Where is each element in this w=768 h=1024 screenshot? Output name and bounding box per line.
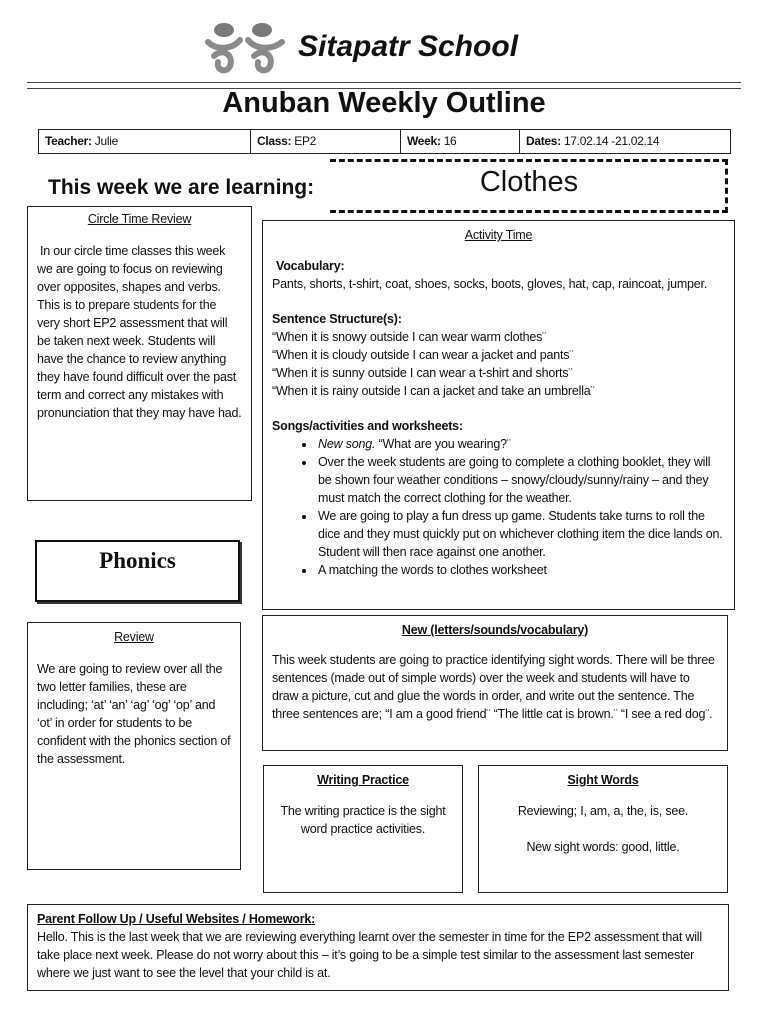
teacher-cell [39,130,251,153]
new-body: This week students are going to practice identifying sight words. There will be three sentences (made out of simple words) over the week and students will have to draw a picture, cut and glue the words in order, and write out the sentence. The three sentences are; “I am a good friend¨ “The little cat is brown.¨ “I see a red dog¨. [272,653,715,721]
parent-body: Hello. This is the last week that we are reviewing everything learnt over the semester in time for the EP2 assessment that will take place next week. Please do not worry about this – it’s going to be a simple test similar to the assessment last semester where we just want to see the level that your child is at. [37,930,702,980]
teacher-label: Teacher: [45,134,92,148]
sentence-line: “When it is snowy outside I can wear warm clothes¨ [272,330,547,344]
divider-line [27,82,741,83]
sight-words-new: New sight words: good, little. [526,840,680,854]
new-song-title: “What are you wearing?¨ [375,437,511,451]
week-label: Week: [407,134,441,148]
writing-practice-heading: Writing Practice [317,773,409,787]
writing-practice-box [263,765,463,893]
phonics-title: Phonics [99,548,176,573]
topic-title: Clothes [479,166,579,198]
circle-time-box [27,206,252,501]
new-song-label: New song. [318,437,376,451]
parent-follow-up-box [27,904,729,991]
school-logo [202,20,288,76]
new-heading: New (letters/sounds/vocabulary) [401,623,589,637]
activity-list [272,435,725,579]
dates-cell [520,130,730,153]
review-box [27,622,241,870]
activity-time-heading: Activity Time [464,228,533,242]
circle-time-heading: Circle Time Review [87,212,192,226]
list-item: • We are going to play a fun dress up game. Students take turns to roll the dice and they must quickly put on whichever clothing item the dice lands on. Student will then race against one another. [316,507,725,561]
parent-heading: Parent Follow Up / Useful Websites / Homework: [37,912,316,926]
dates-label: Dates: [526,134,561,148]
dates-value: 17.02.14 -21.02.14 [563,134,660,148]
songs-label: Songs/activities and worksheets: [272,419,463,433]
class-label: Class: [257,134,292,148]
writing-practice-body: The writing practice is the sight word practice activities. [280,804,446,836]
page-title: Anuban Weekly Outline [222,87,546,119]
learning-label: This week we are learning: [48,176,315,199]
list-item: • Over the week students are going to complete a clothing booklet, they will be shown four weather conditions – snowy/cloudy/sunny/rainy – and they must match the correct clothing for the weather. [316,453,725,507]
sentence-structure-label: Sentence Structure(s): [272,312,402,326]
review-heading: Review [114,630,154,644]
review-body: We are going to review over all the two letter families, these are including; ‘at’ ‘an’ ‘ag’ ‘og’ ‘op’ and ‘ot’ in order for students to be confident with the phonics section of the assessment. [37,662,231,766]
vocabulary-text: Pants, shorts, t-shirt, coat, shoes, socks, boots, gloves, hat, cap, raincoat, jumper. [272,277,708,291]
sight-words-heading: Sight Words [567,773,639,787]
class-value: EP2 [294,134,317,148]
school-name: Sitapatr School [298,30,519,63]
sentence-line: “When it is sunny outside I can wear a t-shirt and shorts¨ [272,366,573,380]
activity-time-box [262,220,735,610]
week-cell [401,130,520,153]
sentence-line: “When it is rainy outside I can a jacket and take an umbrella¨ [272,384,595,398]
circle-time-body: In our circle time classes this week we are going to focus on reviewing over opposites, shapes and verbs. This is to prepare students for the very short EP2 assessment that will be taken next week. Students will have the chance to review anything they have found difficult over the past term and correct any mistakes with pronunciation that they may have had. [37,244,242,420]
vocabulary-label: Vocabulary: [276,259,345,273]
class-cell [251,130,401,153]
sight-words-review: Reviewing; I, am, a, the, is, see. [517,804,689,818]
new-box [262,615,728,751]
list-item [316,435,725,453]
week-value: 16 [443,134,457,148]
list-item: • A matching the words to clothes worksheet [316,561,725,579]
sight-words-box [478,765,728,893]
sentence-line: “When it is cloudy outside I can wear a jacket and pants¨ [272,348,574,362]
teacher-value: Julie [94,134,118,148]
info-row [38,129,731,154]
